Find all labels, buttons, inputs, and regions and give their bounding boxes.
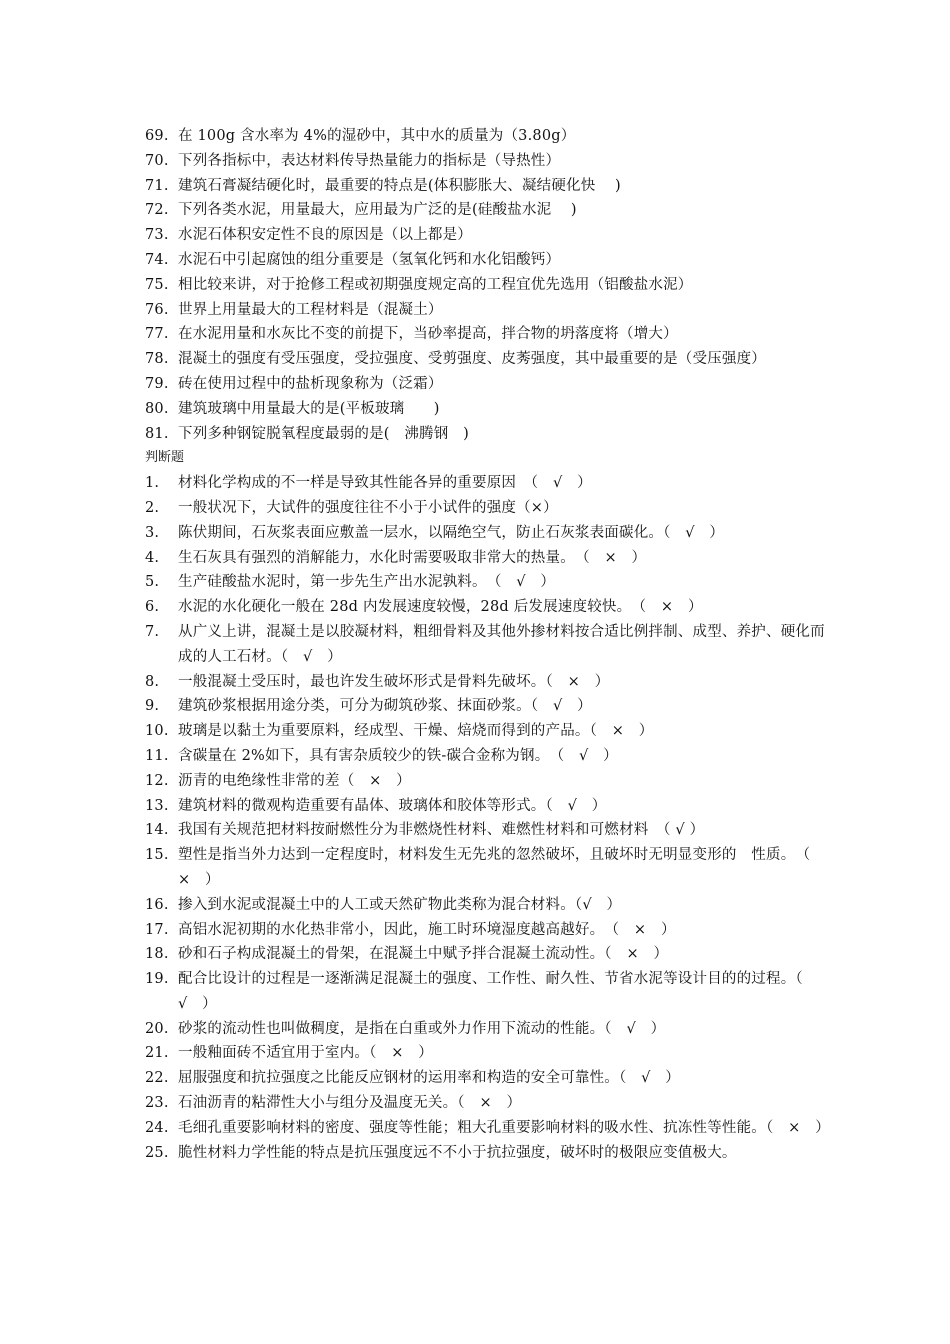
question-item: [145, 347, 825, 372]
section-heading: 判断题: [145, 450, 185, 466]
question-item: [145, 694, 825, 719]
question-number: 5.: [145, 574, 160, 591]
question-number: 9.: [145, 698, 160, 715]
question-item: [145, 372, 825, 397]
question-number: 7.: [145, 623, 160, 640]
question-item: [145, 620, 825, 670]
question-text: 水泥的水化硬化一般在 28d 内发展速度较慢，28d 后发展速度较快。 （ × ）: [178, 599, 703, 616]
question-number: 15.: [145, 847, 169, 864]
question-number: 24.: [145, 1119, 169, 1136]
question-text: 在水泥用量和水灰比不变的前提下，当砂率提高，拌合物的坍落度将（增大）: [178, 326, 678, 343]
question-text: 建筑材料的微观构造重要有晶体、玻璃体和胶体等形式。（ √ ）: [178, 797, 607, 814]
question-item: [145, 1041, 825, 1066]
question-number: 3.: [145, 524, 160, 541]
question-item: [145, 298, 825, 323]
question-item: [145, 322, 825, 347]
question-text: 砂浆的流动性也叫做稠度，是指在白重或外力作用下流动的性能。（ √ ）: [178, 1020, 666, 1037]
question-text: 玻璃是以黏土为重要原料，经成型、干燥、焙烧而得到的产品。（ × ）: [178, 723, 654, 740]
question-number: 78.: [145, 351, 169, 368]
question-number: 17.: [145, 921, 169, 938]
question-number: 14.: [145, 822, 169, 839]
question-text: 水泥石中引起腐蚀的组分重要是（氢氧化钙和水化铝酸钙）: [178, 251, 561, 268]
question-text: 世界上用量最大的工程材料是（混凝土）: [178, 301, 443, 318]
question-item: [145, 570, 825, 595]
question-text: 含碳量在 2%如下，具有害杂质较少的铁-碳合金称为钢。 （ √ ）: [178, 747, 618, 764]
question-number: 75.: [145, 276, 169, 293]
question-item: [145, 893, 825, 918]
question-text: 一般状况下，大试件的强度往往不小于小试件的强度（×）: [178, 499, 558, 516]
question-number: 79.: [145, 375, 169, 392]
question-item: [145, 149, 825, 174]
question-item: [145, 471, 825, 496]
question-item: [145, 124, 825, 149]
question-item: [145, 719, 825, 744]
question-item: [145, 843, 825, 893]
question-number: 2.: [145, 499, 160, 516]
question-text: 建筑砂浆根据用途分类，可分为砌筑砂浆、抹面砂浆。（ √ ）: [178, 698, 592, 715]
question-item: [145, 1116, 830, 1141]
question-text: 从广义上讲，混凝土是以胶凝材料，粗细骨料及其他外掺材料按合适比例拌制、成型、养护、硬化而成的人工石材。（ √ ）: [178, 623, 825, 665]
question-item: [145, 1141, 825, 1166]
question-number: 10.: [145, 723, 169, 740]
question-text: 材料化学构成的不一样是导致其性能各异的重要原因 （ √ ）: [178, 475, 592, 492]
question-number: 74.: [145, 251, 169, 268]
question-text: 下列多种钢锭脱氧程度最弱的是( 沸腾钢 ): [178, 425, 470, 442]
question-text: 相比较来讲，对于抢修工程或初期强度规定高的工程宜优先选用（铝酸盐水泥）: [178, 276, 693, 293]
question-text: 我国有关规范把材料按耐燃性分为非燃烧性材料、难燃性材料和可燃材料 （ √ ）: [178, 822, 705, 839]
question-text: 毛细孔重要影响材料的密度、强度等性能；粗大孔重要影响材料的吸水性、抗冻性等性能。（ × ）: [178, 1119, 830, 1136]
question-item: [145, 198, 825, 223]
question-number: 11.: [145, 747, 169, 764]
question-item: [145, 1017, 825, 1042]
question-number: 76.: [145, 301, 169, 318]
question-number: 8.: [145, 673, 160, 690]
question-item: [145, 769, 825, 794]
question-text: 陈伏期间，石灰浆表面应敷盖一层水，以隔绝空气，防止石灰浆表面碳化。（ √ ）: [178, 524, 725, 541]
question-text: 砖在使用过程中的盐析现象称为（泛霜）: [178, 375, 443, 392]
question-number: 6.: [145, 599, 160, 616]
question-number: 18.: [145, 946, 169, 963]
question-text: 砂和石子构成混凝土的骨架，在混凝土中赋予拌合混凝土流动性。（ × ）: [178, 946, 669, 963]
question-item: [145, 818, 825, 843]
question-text: 建筑玻璃中用量最大的是(平板玻璃 ): [178, 400, 440, 417]
question-number: 23.: [145, 1095, 169, 1112]
question-text: 一般混凝土受压时，最也许发生破坏形式是骨料先破坏。（ × ）: [178, 673, 610, 690]
question-item: [145, 546, 825, 571]
question-item: [145, 942, 825, 967]
question-text: 下列各类水泥，用量最大，应用最为广泛的是(硅酸盐水泥 ): [178, 202, 577, 219]
question-text: 下列各指标中，表达材料传导热量能力的指标是（导热性）: [178, 152, 561, 169]
question-text: 水泥石体积安定性不良的原因是（以上都是）: [178, 227, 472, 244]
question-text: 塑性是指当外力达到一定程度时，材料发生无先兆的忽然破坏，且破坏时无明显变形的 性质。 （ × ）: [178, 847, 825, 888]
question-item: [145, 967, 825, 1017]
question-item: [145, 918, 825, 943]
question-number: 21.: [145, 1045, 169, 1062]
question-item: [145, 670, 825, 695]
question-item: [145, 744, 825, 769]
question-item: [145, 223, 825, 248]
question-text: 配合比设计的过程是一逐渐满足混凝土的强度、工作性、耐久性、节省水泥等设计目的的过程。（ √ ）: [178, 971, 818, 1012]
question-number: 69.: [145, 128, 169, 144]
question-number: 71.: [145, 177, 169, 194]
question-text: 一般釉面砖不适宜用于室内。（ × ）: [178, 1045, 433, 1062]
question-number: 25.: [145, 1144, 169, 1161]
question-text: 混凝土的强度有受压强度，受拉强度、受剪强度、皮莠强度，其中最重要的是（受压强度）: [178, 351, 766, 368]
question-item: [145, 1091, 825, 1116]
question-text: 生产硅酸盐水泥时，第一步先生产出水泥孰料。 （ √ ）: [178, 574, 556, 591]
question-text: 生石灰具有强烈的消解能力，水化时需要吸取非常大的热量。 （ × ）: [178, 549, 647, 566]
question-text: 在 100g 含水率为 4%的湿砂中，其中水的质量为（3.80g）: [178, 128, 576, 144]
question-item: [145, 397, 825, 422]
question-number: 13.: [145, 797, 169, 814]
question-text: 高铝水泥初期的水化热非常小，因此，施工时环境湿度越高越好。 （ × ）: [178, 921, 676, 938]
question-item: [145, 422, 825, 447]
question-item: [145, 174, 825, 199]
question-number: 19.: [145, 971, 169, 988]
question-number: 80.: [145, 400, 169, 417]
question-text: 屈服强度和抗拉强度之比能反应钢材的运用率和构造的安全可靠性。（ √ ）: [178, 1070, 680, 1087]
question-number: 70.: [145, 152, 169, 169]
question-item: [145, 248, 825, 273]
question-item: [145, 273, 825, 298]
question-number: 72.: [145, 202, 169, 219]
question-number: 77.: [145, 326, 169, 343]
question-item: [145, 1066, 825, 1091]
question-number: 22.: [145, 1070, 169, 1087]
question-text: 石油沥青的粘滞性大小与组分及温度无关。（ × ）: [178, 1095, 522, 1112]
question-number: 73.: [145, 227, 169, 244]
question-number: 16.: [145, 896, 169, 913]
question-item: [145, 595, 825, 620]
question-item: [145, 794, 825, 819]
question-number: 4.: [145, 549, 160, 566]
question-number: 81.: [145, 425, 169, 442]
question-item: [145, 496, 825, 521]
document-body: [145, 124, 830, 1165]
question-item: [145, 521, 825, 546]
question-text: 掺入到水泥或混凝土中的人工或天然矿物此类称为混合材料。（√ ）: [178, 896, 622, 913]
question-text: 脆性材料力学性能的特点是抗压强度远不不小于抗拉强度，破坏时的极限应变值极大。: [178, 1144, 737, 1161]
question-text: 沥青的电绝缘性非常的差（ × ）: [178, 772, 411, 789]
question-number: 20.: [145, 1020, 169, 1037]
question-number: 1.: [145, 475, 160, 492]
question-text: 建筑石膏凝结硬化时，最重要的特点是(体积膨胀大、凝结硬化快 ): [178, 177, 621, 194]
question-number: 12.: [145, 772, 169, 789]
